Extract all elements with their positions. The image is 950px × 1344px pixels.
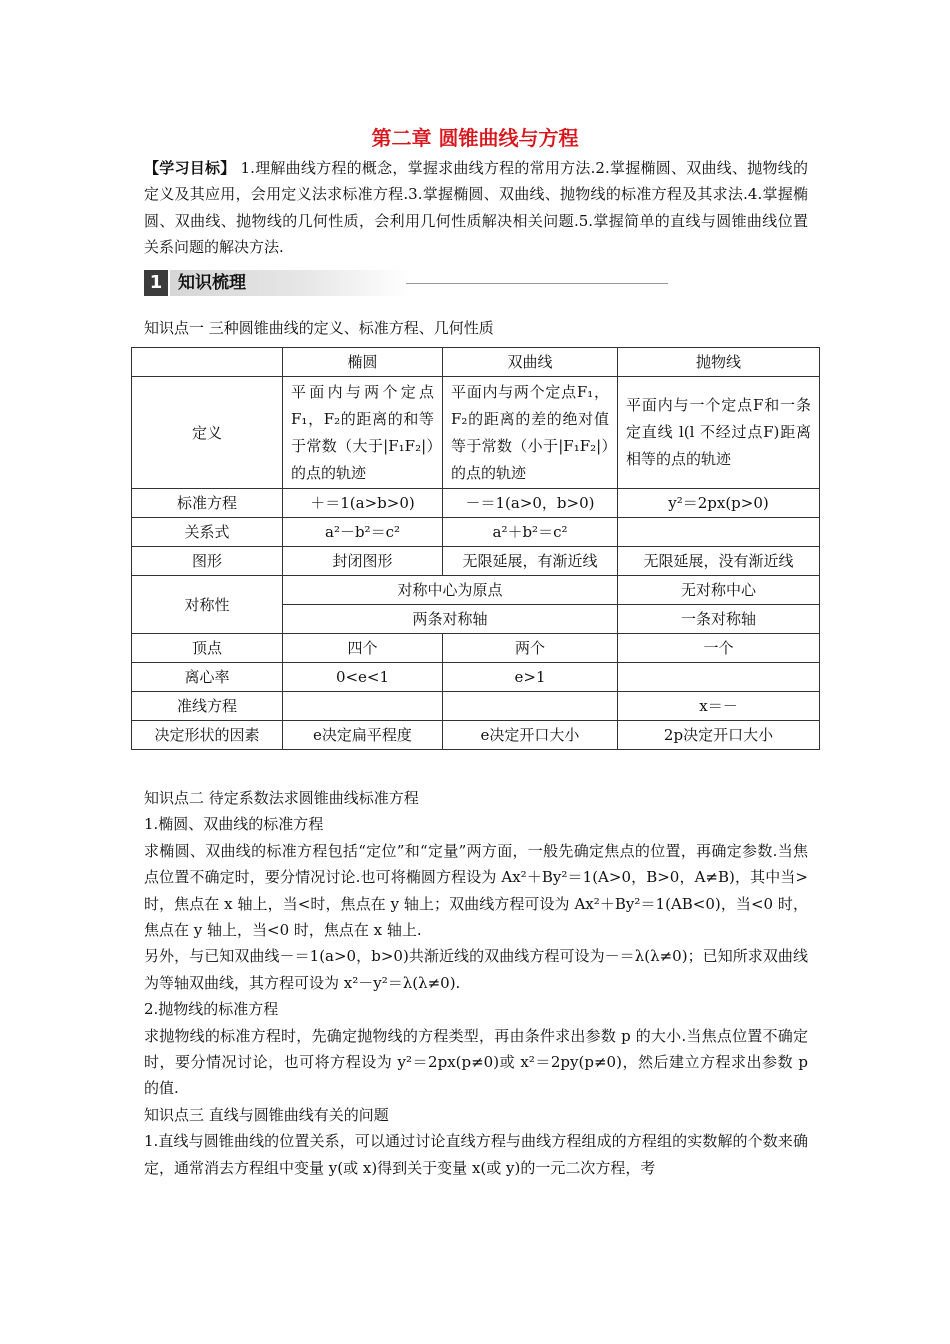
cell-ellipse: 0<e<1 [283, 663, 443, 692]
row-label: 对称性 [132, 576, 283, 634]
table-row-symmetry-center [132, 576, 820, 605]
table-row [132, 547, 820, 576]
table-header-row [132, 348, 820, 377]
cell-ellipse: e决定扁平程度 [283, 721, 443, 750]
cell-ellipse: 四个 [283, 634, 443, 663]
cell-parabola: 一个 [618, 634, 820, 663]
definition-hyperbola: 平面内与两个定点F₁，F₂的距离的差的绝对值等于常数（小于|F₁F₂|）的点的轨迹 [443, 377, 618, 489]
conic-comparison-table [131, 347, 820, 750]
knowledge-point-1-heading: 知识点一 三种圆锥曲线的定义、标准方程、几何性质 [144, 319, 494, 337]
cell-parabola: y²＝2px(p>0) [618, 489, 820, 518]
paragraph: 1.直线与圆锥曲线的位置关系，可以通过讨论直线方程与曲线方程组成的方程组的实数解的个数来确定，通常消去方程组中变量 y(或 x)得到关于变量 x(或 y)的一元二次方程，考 [144, 1132, 808, 1177]
row-label: 顶点 [132, 634, 283, 663]
cell-parabola [618, 518, 820, 547]
subheading: 1.椭圆、双曲线的标准方程 [144, 815, 324, 834]
section-title: 知识梳理 [178, 273, 246, 293]
table-row [132, 663, 820, 692]
learning-objectives [144, 155, 808, 261]
paragraph: 求椭圆、双曲线的标准方程包括“定位”和“定量”两方面，一般先确定焦点的位置，再确定参数.当焦点位置不确定时，要分情况讨论.也可将椭圆方程设为 Ax²＋By²＝1(A>0，B>0，A≠B)，其中当>时，焦点在 x 轴上，当<时，焦点在 y 轴上；双曲线方程可设为 Ax²＋By²＝1(AB<0)，当<0 时，焦点在 y 轴上，当<0 时，焦点在 x 轴上. [144, 841, 808, 940]
symmetry-center-conic: 对称中心为原点 [283, 576, 618, 605]
paragraph: 另外，与已知双曲线－＝1(a>0，b>0)共渐近线的双曲线方程可设为－＝λ(λ≠0)；已知所求双曲线为等轴双曲线，其方程可设为 x²－y²＝λ(λ≠0). [144, 947, 808, 992]
symmetry-center-parabola: 无对称中心 [618, 576, 820, 605]
table-row-definition [132, 377, 820, 489]
cell-ellipse: 封闭图形 [283, 547, 443, 576]
definition-parabola: 平面内与一个定点F和一条定直线 l(l 不经过点F)距离相等的点的轨迹 [618, 377, 820, 489]
row-label: 图形 [132, 547, 283, 576]
row-label: 离心率 [132, 663, 283, 692]
header-cell-hyperbola: 双曲线 [443, 348, 618, 377]
symmetry-axis-parabola: 一条对称轴 [618, 605, 820, 634]
row-label: 决定形状的因素 [132, 721, 283, 750]
objectives-text: 1.理解曲线方程的概念，掌握求曲线方程的常用方法.2.掌握椭圆、双曲线、抛物线的定义及其应用，会用定义法求标准方程.3.掌握椭圆、双曲线、抛物线的标准方程及其求法.4.掌握椭圆、双曲线、抛物线的几何性质，会利用几何性质解决相关问题.5.掌握简单的直线与圆锥曲线位置关系问题的解决方法. [144, 159, 808, 257]
table-row [132, 721, 820, 750]
row-label: 准线方程 [132, 692, 283, 721]
definition-ellipse: 平面内与两个定点F₁，F₂的距离的和等于常数（大于|F₁F₂|）的点的轨迹 [283, 377, 443, 489]
table-row [132, 518, 820, 547]
knowledge-point-3-heading: 知识点三 直线与圆锥曲线有关的问题 [144, 1105, 389, 1124]
cell-hyperbola: a²＋b²＝c² [443, 518, 618, 547]
section-rule [406, 283, 668, 284]
cell-parabola: 无限延展，没有渐近线 [618, 547, 820, 576]
header-cell-ellipse: 椭圆 [283, 348, 443, 377]
knowledge-point-2-heading: 知识点二 待定系数法求圆锥曲线标准方程 [144, 789, 419, 807]
symmetry-axis-conic: 两条对称轴 [283, 605, 618, 634]
header-cell-empty [132, 348, 283, 377]
cell-parabola: 2p决定开口大小 [618, 721, 820, 750]
cell-ellipse: ＋＝1(a>b>0) [283, 489, 443, 518]
objectives-label: 【学习目标】 [144, 159, 236, 177]
cell-hyperbola: 无限延展，有渐近线 [443, 547, 618, 576]
cell-hyperbola: e>1 [443, 663, 618, 692]
row-label: 关系式 [132, 518, 283, 547]
cell-parabola [618, 663, 820, 692]
header-cell-parabola: 抛物线 [618, 348, 820, 377]
section-header [144, 270, 524, 296]
cell-hyperbola: －＝1(a>0，b>0) [443, 489, 618, 518]
cell-hyperbola [443, 692, 618, 721]
cell-hyperbola: 两个 [443, 634, 618, 663]
table-row [132, 634, 820, 663]
page-title: 第二章 圆锥曲线与方程 [371, 126, 579, 150]
table-row [132, 489, 820, 518]
row-label: 标准方程 [132, 489, 283, 518]
row-label: 定义 [132, 377, 283, 489]
subheading: 2.抛物线的标准方程 [144, 1000, 279, 1019]
paragraph: 求抛物线的标准方程时，先确定抛物线的方程类型，再由条件求出参数 p 的大小.当焦点位置不确定时，要分情况讨论，也可将方程设为 y²＝2px(p≠0)或 x²＝2py(p≠0)，然后建立方程求出参数 p 的值. [144, 1026, 808, 1098]
cell-ellipse [283, 692, 443, 721]
table-row [132, 692, 820, 721]
section-number: 1 [144, 270, 168, 296]
knowledge-point-2 [144, 785, 808, 1181]
cell-hyperbola: e决定开口大小 [443, 721, 618, 750]
cell-parabola: x＝－ [618, 692, 820, 721]
cell-ellipse: a²－b²＝c² [283, 518, 443, 547]
